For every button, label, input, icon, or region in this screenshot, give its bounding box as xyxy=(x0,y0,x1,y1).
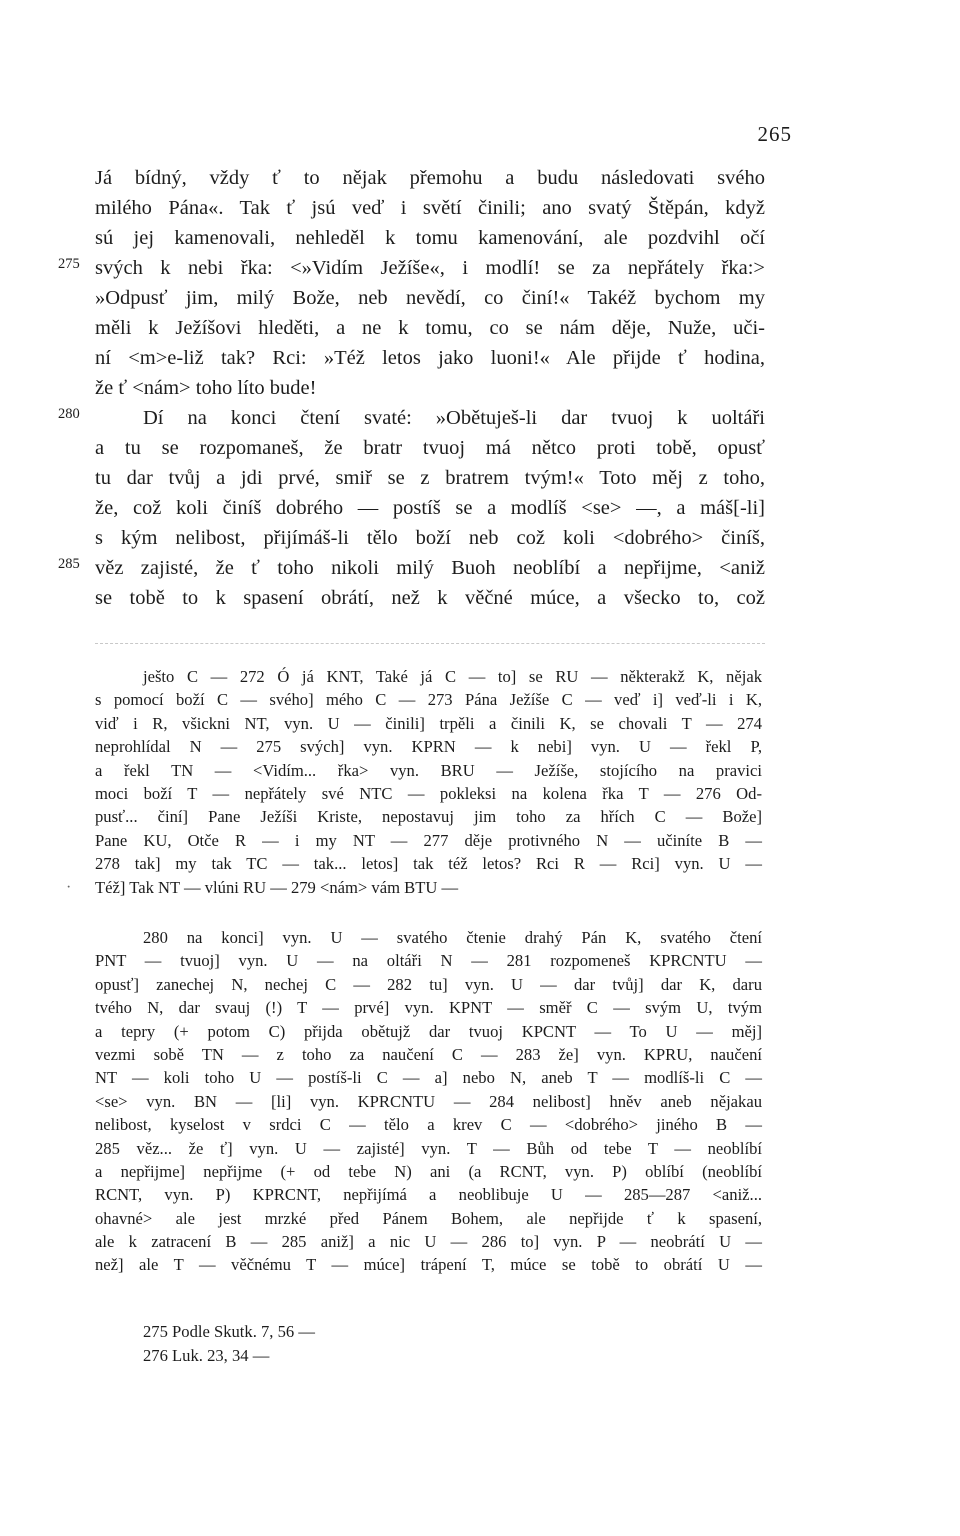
apparatus-line-text: pusť... činí] Pane Ježíši Kriste, nepostavuj jim toho za hřích C — Bože] xyxy=(95,807,762,827)
apparatus-line-text: Pane KU, Otče R — i my NT — 277 děje protivného N — učiníte B — xyxy=(95,830,762,850)
text-line xyxy=(0,583,960,613)
apparatus-line-text: neprohlídal N — 275 svých] vyn. KPRN — k nebi] vyn. U — řekl P, xyxy=(95,737,762,757)
text-line xyxy=(0,253,960,283)
apparatus-line xyxy=(0,852,960,875)
apparatus-line-text: viď i R, všickni NT, vyn. U — činili] trpěli a činili K, se chovali T — 274 xyxy=(95,713,762,733)
text-line-content: tu dar tvůj a jdi prvé, smiř se z bratrem tvým!« Toto měj z toho, xyxy=(95,467,765,489)
apparatus-line-text: a řekl TN — <Vidím... řka> vyn. BRU — Ježíše, stojícího na pravici xyxy=(95,760,762,780)
apparatus-line-text: ješto C — 272 Ó já KNT, Také já C — to] se RU — některakž K, nějak xyxy=(143,667,762,686)
apparatus-line-text: a tepry (+ potom C) přijda obětujž dar tvuoj KPCNT — To U — měj] xyxy=(95,1021,762,1041)
text-line xyxy=(0,343,960,373)
text-line xyxy=(0,493,960,523)
apparatus-line xyxy=(0,876,960,899)
apparatus-line-text: moci boží T — nepřátely své NTC — pokleksi na kolena řka T — 276 Od- xyxy=(95,783,762,803)
source-references xyxy=(143,1320,315,1368)
apparatus-line xyxy=(0,782,960,805)
apparatus-line xyxy=(0,996,960,1019)
source-reference: 276 Luk. 23, 34 — xyxy=(143,1346,270,1365)
footnote-divider xyxy=(95,643,765,644)
text-line-content: že ť <nám> toho líto bude! xyxy=(95,377,317,399)
page-number: 265 xyxy=(757,122,792,146)
apparatus-line xyxy=(0,973,960,996)
apparatus-line xyxy=(0,1020,960,1043)
apparatus-line-text: RCNT, vyn. P) KPRCNT, nepřijímá a neoblibuje U — 285—287 <aniž... xyxy=(95,1185,762,1205)
text-line xyxy=(0,193,960,223)
apparatus-line-text: 280 na konci] vyn. U — svatého čtenie drahý Pán K, svatého čtení xyxy=(143,928,762,947)
apparatus-line-text: tvého N, dar svauj (!) T — prvé] vyn. KPNT — směř C — svým U, tvým xyxy=(95,998,762,1018)
apparatus-line xyxy=(0,949,960,972)
apparatus-line xyxy=(0,1090,960,1113)
text-line-content: věz zajisté, že ť toho nikoli milý Buoh neoblíbí a nepřijme, <aniž xyxy=(95,557,765,579)
apparatus-line xyxy=(0,1137,960,1160)
text-line-content: »Odpusť jim, milý Bože, neb nevědí, co činí!« Takéž bychom my xyxy=(95,287,765,309)
apparatus-line xyxy=(0,926,960,949)
apparatus-line-text: <se> vyn. BN — [li] vyn. KPRCNTU — 284 nelibost] hněv aneb nějakau xyxy=(95,1091,762,1111)
apparatus-line xyxy=(0,805,960,828)
apparatus-line-text: 285 věz... že ť] vyn. U — zajisté] vyn. T — Bůh od tebe T — neoblíbí xyxy=(95,1138,762,1158)
apparatus-line xyxy=(0,1066,960,1089)
text-line xyxy=(0,163,960,193)
text-line-content: a tu se rozpomaneš, že bratr tvuoj má nětco proti tobě, opusť xyxy=(95,437,765,459)
text-line-content: že, což koli činíš dobrého — postíš se a modlíš <se> —, a máš[-li] xyxy=(95,497,765,519)
apparatus-line-text: NT — koli toho U — postíš-li C — a] nebo N, aneb T — modlíš-li C — xyxy=(95,1068,762,1088)
text-line xyxy=(0,433,960,463)
apparatus-line xyxy=(0,759,960,782)
text-line xyxy=(0,223,960,253)
apparatus-line-text: PNT — tvuoj] vyn. U — na oltáři N — 281 rozpomeneš KPRCNTU — xyxy=(95,951,762,971)
critical-apparatus-first xyxy=(0,665,960,899)
line-number: 285 xyxy=(58,556,80,572)
apparatus-line xyxy=(0,1207,960,1230)
source-reference: 275 Podle Skutk. 7, 56 — xyxy=(143,1322,315,1341)
text-line-content: s kým nelibost, přijímáš-li tělo boží neb což koli <dobrého> činíš, xyxy=(95,527,765,549)
text-line-content: se tobě to k spasení obrátí, než k věčné múce, a všecko to, což xyxy=(95,587,765,609)
text-line xyxy=(0,283,960,313)
text-line-content: milého Pána«. Tak ť jsú veď i světí činili; ano svatý Štěpán, když xyxy=(95,197,765,219)
apparatus-line xyxy=(0,735,960,758)
apparatus-line xyxy=(0,1183,960,1206)
apparatus-line-text: s pomocí boží C — svého] mého C — 273 Pána Ježíše C — veď i] veď-li i K, xyxy=(95,690,762,710)
text-line xyxy=(0,403,960,433)
apparatus-line-text: nelibost, kyselost v srdci C — tělo a krev C — <dobrého> jiného B — xyxy=(95,1115,762,1135)
apparatus-line-text: 278 tak] my tak TC — tak... letos] tak též letos? Rci R — Rci] vyn. U — xyxy=(95,854,762,874)
apparatus-line-text: vezmi sobě TN — z toho za naučení C — 283 že] vyn. KPRU, naučení xyxy=(95,1044,762,1064)
apparatus-line xyxy=(0,1253,960,1276)
apparatus-line xyxy=(0,1230,960,1253)
apparatus-line xyxy=(0,1113,960,1136)
margin-mark: · xyxy=(66,878,72,896)
text-line-content: sú jej kamenovali, nehleděl k tomu kamenování, ale pozdvihl očí xyxy=(95,227,765,249)
text-line xyxy=(0,523,960,553)
text-line-content: svých k nebi řka: <»Vidím Ježíše«, i modlí! se za nepřátely řka:> xyxy=(95,257,765,279)
text-line-content: Dí na konci čtení svaté: »Obětuješ-li dar tvuoj k uoltáři xyxy=(143,407,765,429)
text-line-content: ní <m>e-liž tak? Rci: »Též letos jako luoni!« Ale přijde ť hodina, xyxy=(95,347,765,369)
apparatus-line xyxy=(0,1160,960,1183)
apparatus-line-text: ale k zatracení B — 285 aniž] a nic U — 286 to] vyn. P — neobrátí U — xyxy=(95,1232,762,1252)
line-number: 275 xyxy=(58,256,80,272)
apparatus-line xyxy=(0,688,960,711)
apparatus-line-text: a nepřijme] nepřijme (+ od tebe N) ani (a RCNT, vyn. P) oblíbí (neoblíbí xyxy=(95,1161,762,1181)
apparatus-line xyxy=(0,1043,960,1066)
apparatus-line-text: Též] Tak NT — vlúni RU — 279 <nám> vám BTU — xyxy=(95,877,459,897)
text-line-content: měli k Ježíšovi hleděti, a ne k tomu, co se nám děje, Nuže, uči- xyxy=(95,317,765,339)
text-line xyxy=(0,373,960,403)
apparatus-line xyxy=(0,712,960,735)
line-number: 280 xyxy=(58,406,80,422)
text-line xyxy=(0,553,960,583)
main-text xyxy=(0,163,960,613)
apparatus-line-text: opusť] zanechej N, nechej C — 282 tu] vyn. U — dar tvůj] dar K, daru xyxy=(95,974,762,994)
critical-apparatus-second xyxy=(0,926,960,1277)
text-line xyxy=(0,463,960,493)
apparatus-line xyxy=(0,665,960,688)
apparatus-line-text: ohavné> ale jest mrzké před Pánem Bohem, ale nepřijde ť k spasení, xyxy=(95,1208,762,1228)
text-line xyxy=(0,313,960,343)
apparatus-line xyxy=(0,829,960,852)
text-line-content: Já bídný, vždy ť to nějak přemohu a budu následovati svého xyxy=(95,167,765,189)
apparatus-line-text: než] ale T — věčnému T — múce] trápení T, múce se tobě to obrátí U — xyxy=(95,1255,762,1275)
